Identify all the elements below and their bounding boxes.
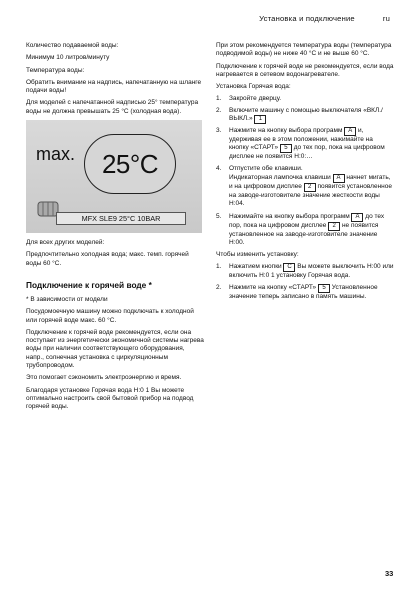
- hose-label-figure: [26, 120, 202, 233]
- key-a-icon: A: [333, 174, 345, 183]
- step-2: 2. Включите машину с помощью выключателя «ВКЛ./ВЫКЛ.» 1: [216, 106, 383, 123]
- water-quantity-value: Минимум 10 литров/минуту: [26, 54, 110, 62]
- change-setting-heading: Чтобы изменить установку:: [216, 251, 299, 259]
- temperature-badge-text: 25°C: [101, 148, 159, 179]
- key-2-icon: 2: [304, 183, 316, 192]
- change-step-1: 1. Нажатием кнопки C Вы можете выключить Н:00 или включить Н:0 1 установку Горячая вода.: [216, 263, 394, 280]
- setting-heading: Установка Горячая вода:: [216, 83, 291, 91]
- key-a-icon: A: [351, 213, 363, 222]
- recommendation-note: Подключение к горячей воде рекомендуется, если она поступает из энергетически экономичной системы нагрева воды при наличии соответствующего оборудования, напр., солнечная установка с циркуляционным трубопроводом.: [26, 328, 204, 370]
- hose-marking-text: MFX SLE9 25°C 10BAR: [56, 212, 186, 225]
- key-2-icon: 2: [328, 222, 340, 231]
- water-temperature-label: Температура воды:: [26, 66, 85, 74]
- key-5-icon: 5: [318, 284, 330, 293]
- change-steps: [216, 263, 394, 301]
- setting-steps: [216, 95, 394, 172]
- other-models-note: Предпочтительно холодная вода; макс. темп. горячей воды 60 °C.: [26, 251, 189, 267]
- temperature-recommendation: При этом рекомендуется температура воды (температура подводимой воды) не ниже 40 °C и не выше 60 °C.: [216, 42, 392, 58]
- step-4: 4. Отпустите обе клавиши.: [216, 164, 303, 172]
- figure-max-label: max.: [36, 144, 76, 165]
- key-c-icon: C: [283, 263, 295, 272]
- page-number: 33: [385, 569, 394, 578]
- setting-steps-cont: [216, 213, 394, 248]
- temperature-badge: [84, 134, 176, 194]
- model-dependent-note: * В зависимости от модели: [26, 295, 108, 303]
- key-5-icon: 5: [280, 144, 292, 153]
- step-5: 5. Нажимайте на кнопку выбора программ A до тех пор, пока на цифровом дисплее 2 не появится установленное на заводе-изготовителе значение Н:00.: [216, 212, 385, 246]
- other-models-label: Для всех других моделей:: [26, 239, 105, 247]
- key-a-icon: A: [344, 127, 356, 136]
- change-step-2: 2. Нажмите на кнопку «СТАРТ» 5 Установленное значение теперь записано в память машины.: [216, 283, 378, 300]
- step-4-detail: Индикаторная лампочка клавиши A начнет мигать, и на цифровом дисплее 2 появится установленное на заводе-изготовителе значение жесткости воды Н:04.: [229, 173, 392, 208]
- key-1-icon: 1: [254, 115, 266, 124]
- hose-note: Обратить внимание на надпись, напечатанную на шланге подачи воды!: [26, 78, 202, 95]
- step-3: 3. Нажмите на кнопку выбора программ A и, удерживая ее в этом положении, нажимайте на кнопку «СТАРТ» 5 до тех пор, пока на цифровом дисплее не появится Н:0:…: [216, 127, 385, 161]
- header-language: ru: [382, 14, 390, 23]
- water-quantity-label: Количество подаваемой воды:: [26, 42, 119, 49]
- running-header: [259, 14, 390, 23]
- hot-water-heading: Подключение к горячей воде *: [26, 279, 152, 290]
- step-1: 1. Закройте дверцу.: [216, 95, 282, 103]
- connection-note: Посудомоечную машину можно подключать к холодной или горячей воде макс. 60 °C.: [26, 308, 194, 324]
- hot-water-setting-note: Благодаря установке Горячая вода Н:0 1 Вы можете оптимально настроить свой бытовой прибор на подвод горячей воды.: [26, 386, 194, 411]
- savings-note: Это помогает сэкономить электроэнергию и время.: [26, 374, 182, 382]
- model-25-note: Для моделей с напечатанной надписью 25° температура воды не должна превышать 25 °C (холодная вода).: [26, 99, 199, 115]
- header-section: Установка и подключение: [259, 14, 355, 23]
- boiler-note: Подключение к горячей воде не рекомендуется, если вода нагревается в сетевом водонагревателе.: [216, 62, 394, 78]
- left-column: [26, 42, 204, 416]
- right-column: [216, 42, 394, 304]
